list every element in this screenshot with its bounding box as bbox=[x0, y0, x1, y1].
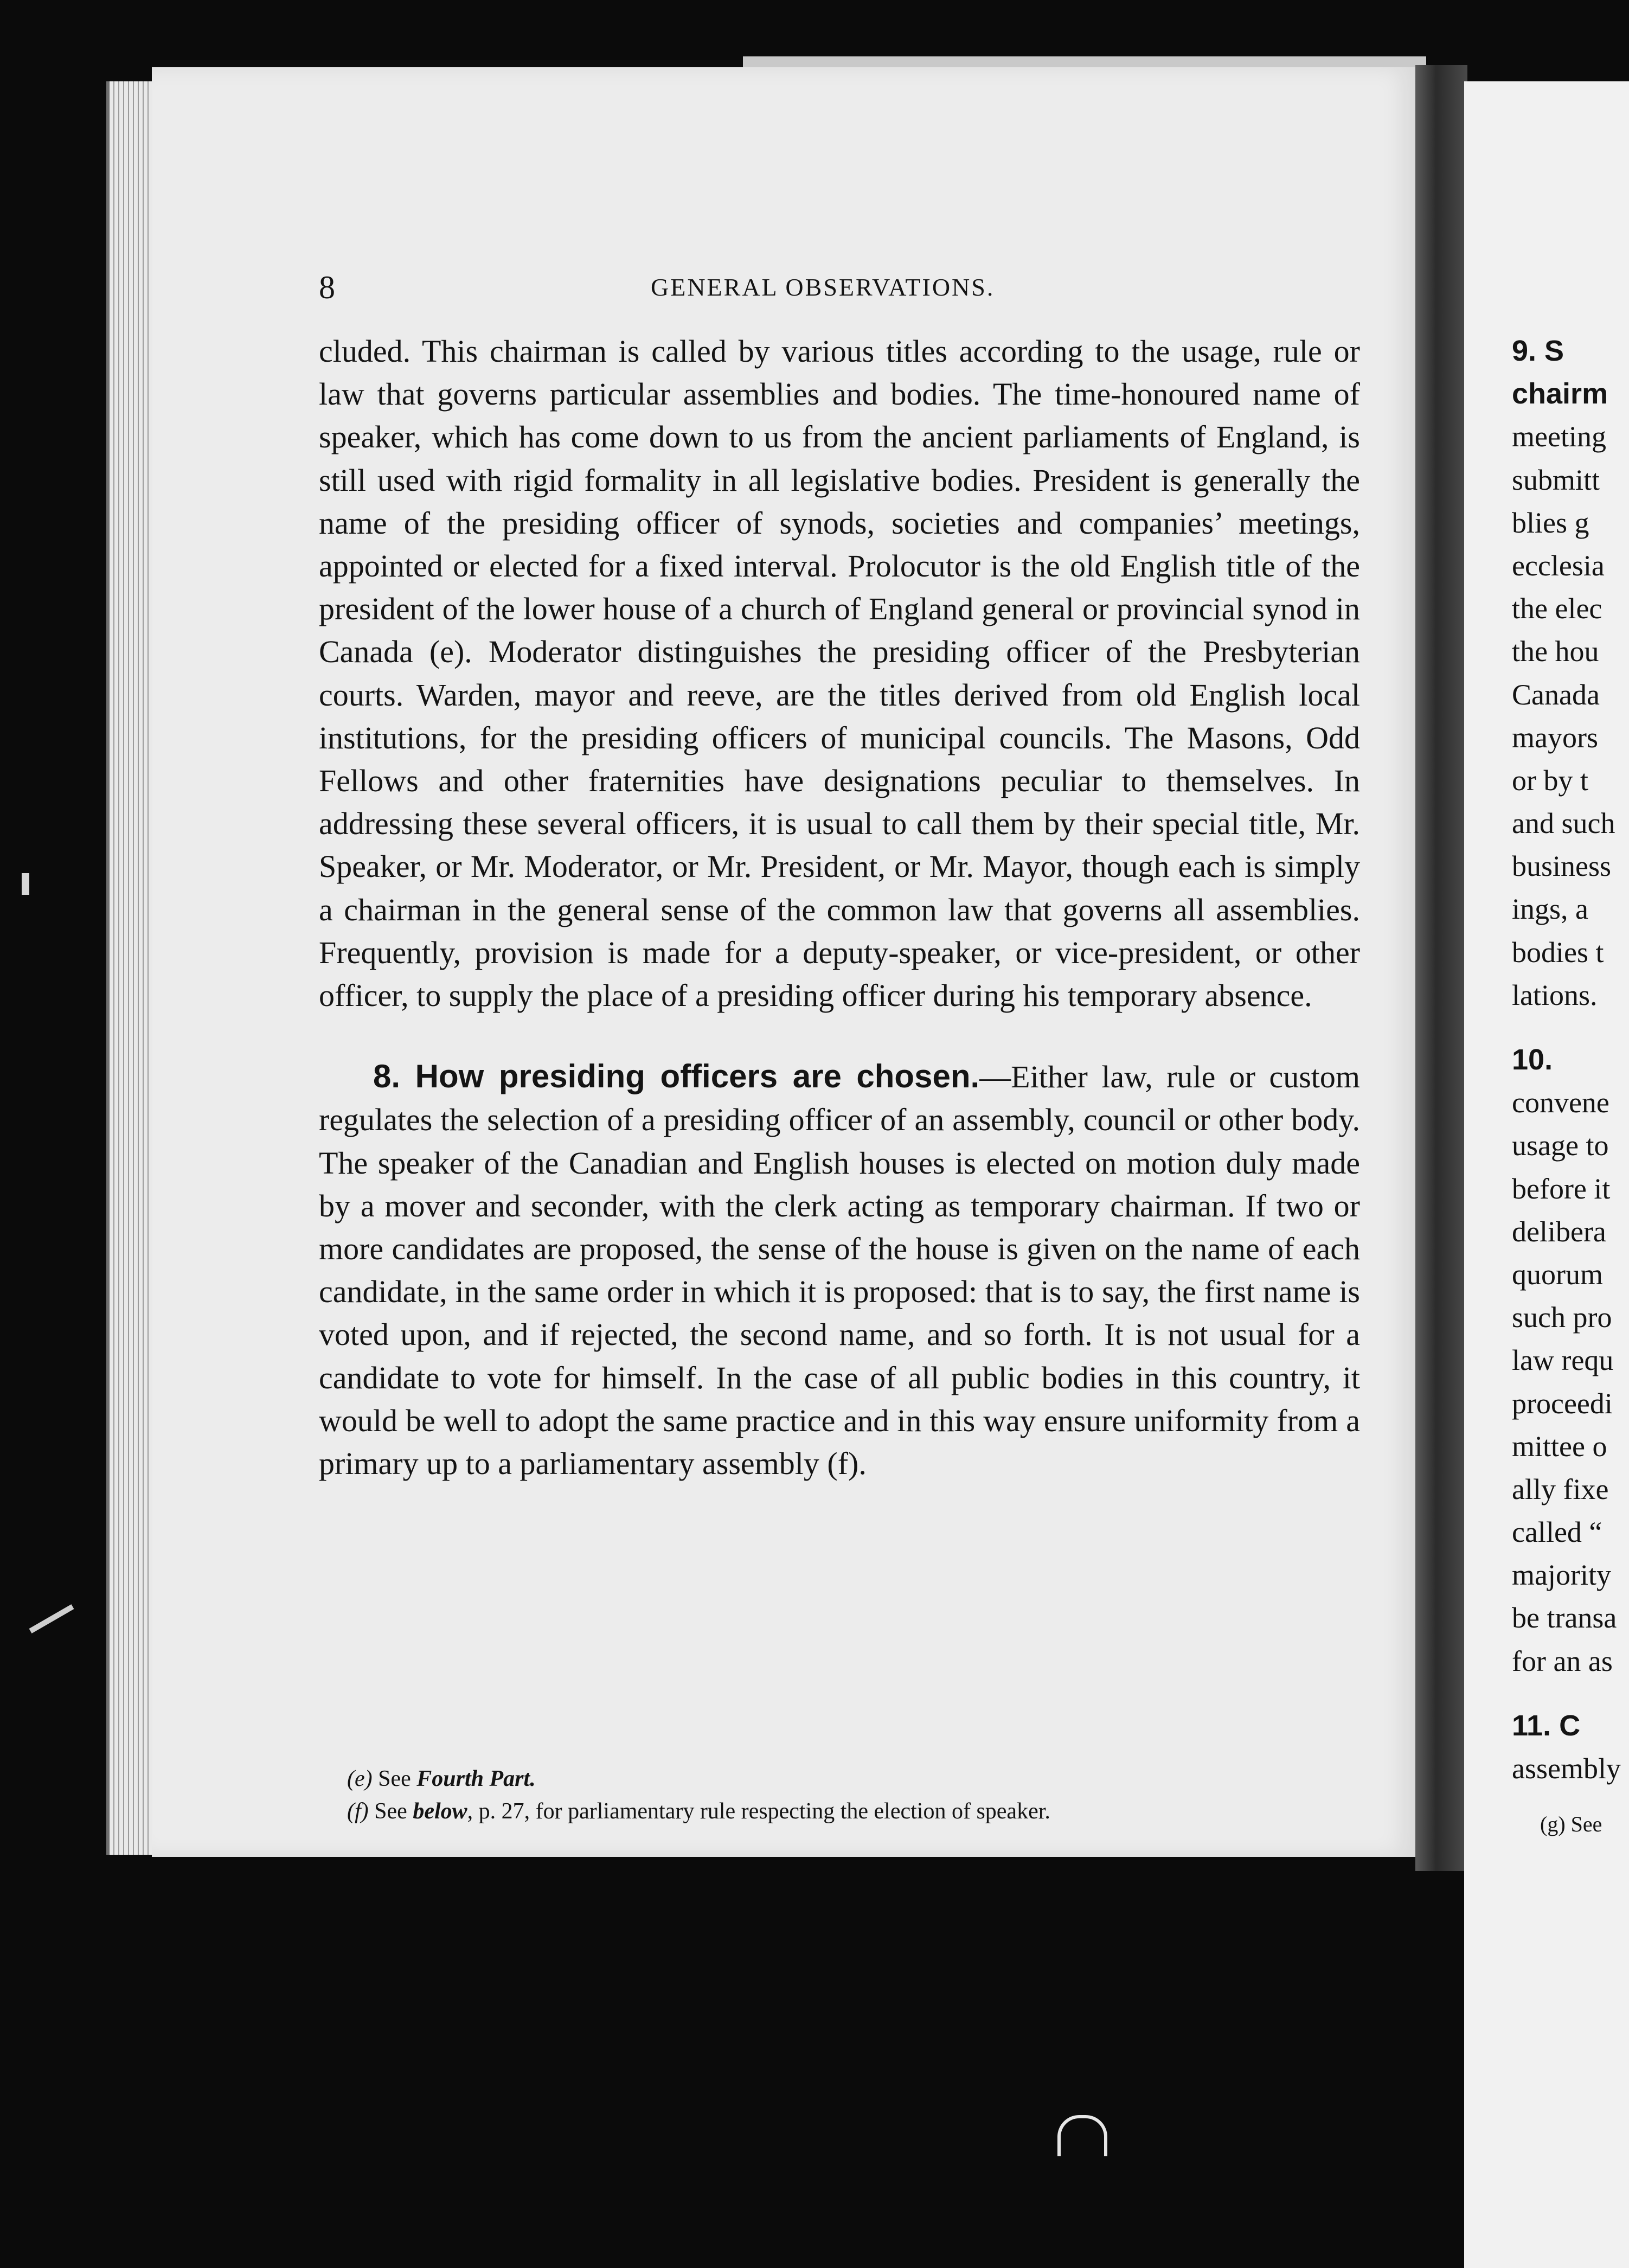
footnote-prefix: See bbox=[374, 1799, 413, 1824]
footnote-suffix: , p. 27, for parliamentary rule respecting the election of speaker. bbox=[467, 1799, 1050, 1824]
right-line: mittee o bbox=[1512, 1430, 1607, 1463]
section-8-text: —Either law, rule or custom regulates the selection of a presiding officer of an assembly, council or other body. The speaker of the Canadian and English houses is elected on motion duly made by a mover and seconder, with the clerk acting as temporary chairman. If two or more candidates are proposed, the sense of the house is given on the name of each candidate, in the same order in which it is proposed: that is to say, the first name is voted upon, and if rejected, the second name, and so forth. It is not usual for a candidate to vote for himself. In the case of all public bodies in this country, it would be well to adopt the same practice and in this way ensure uniformity from a primary up to a parliamentary assembly (f). bbox=[319, 1059, 1360, 1482]
right-line: mayors bbox=[1512, 721, 1598, 754]
paragraph-continued: cluded. This chairman is called by various titles according to the usage, rule or law that governs particular assemblies and bodies. The time-honoured name of speaker, which has come down to us from the ancient parliaments of England, is still used with rigid formality in all legislative bodies. President is generally the name of the presiding officer of synods, societies and companies’ meetings, appointed or elected for a fixed interval. Prolocutor is the old English title of the president of the lower house of a church of England general or provincial synod in Canada (e). Moderator distinguishes the presiding officer of the Presbyterian courts. Warden, mayor and reeve, are the titles derived from old English local institutions, for the presiding officers of municipal councils. The Masons, Odd Fellows and other fraternities have designations peculiar to themselves. In addressing these several officers, it is usual to call them by their special title, Mr. Speaker, or Mr. Moderator, or Mr. President, or Mr. Mayor, though each is simply a chairman in the general sense of the common law that governs all assemblies. Frequently, provision is made for a deputy-speaker, or vice-president, or other officer, to supply the place of a presiding officer during his temporary absence. bbox=[319, 334, 1360, 1014]
scan-speck bbox=[29, 1604, 74, 1633]
left-page-body bbox=[319, 330, 1360, 1485]
right-line: blies g bbox=[1512, 506, 1589, 539]
right-line: be transa bbox=[1512, 1601, 1617, 1635]
right-page-footnote: (g) See bbox=[1540, 1812, 1602, 1836]
right-line: or by t bbox=[1512, 764, 1588, 797]
right-line: and such bbox=[1512, 807, 1615, 840]
footnotes bbox=[347, 1763, 1367, 1828]
right-line: the hou bbox=[1512, 635, 1599, 668]
scan-speck bbox=[1057, 2115, 1107, 2156]
scan-speck bbox=[22, 873, 29, 895]
right-page-fragment bbox=[1512, 330, 1629, 1790]
running-title: GENERAL OBSERVATIONS. bbox=[651, 273, 995, 301]
right-line: usage to bbox=[1512, 1129, 1609, 1162]
right-gap bbox=[1512, 1683, 1629, 1705]
right-line: majority bbox=[1512, 1559, 1611, 1592]
right-line: bodies t bbox=[1512, 936, 1604, 969]
section-8-heading: 8. How presiding officers are chosen. bbox=[373, 1058, 980, 1095]
right-line: such pro bbox=[1512, 1301, 1612, 1334]
footnote-mark: (e) bbox=[347, 1766, 373, 1791]
page-number: 8 bbox=[319, 270, 335, 305]
right-line: chairm bbox=[1512, 377, 1608, 411]
right-line: lations. bbox=[1512, 978, 1598, 1011]
right-line: law requ bbox=[1512, 1344, 1614, 1377]
right-line: delibera bbox=[1512, 1215, 1606, 1248]
right-line: Canada bbox=[1512, 678, 1600, 711]
right-line: business bbox=[1512, 850, 1612, 883]
book-gutter bbox=[1415, 65, 1467, 1871]
footnote-reference: below bbox=[413, 1799, 467, 1824]
section-8-paragraph bbox=[319, 1055, 1360, 1485]
right-line: called “ bbox=[1512, 1516, 1602, 1549]
right-line: before it bbox=[1512, 1172, 1611, 1205]
right-line: meeting bbox=[1512, 420, 1606, 453]
right-line: submitt bbox=[1512, 463, 1600, 496]
right-line: proceedi bbox=[1512, 1387, 1613, 1420]
right-line: ings, a bbox=[1512, 893, 1588, 926]
footnote-e bbox=[347, 1763, 1367, 1795]
right-line: 10. bbox=[1512, 1043, 1553, 1076]
right-line: convene bbox=[1512, 1086, 1609, 1119]
footnote-reference: Fourth Part. bbox=[416, 1766, 536, 1791]
right-line: ecclesia bbox=[1512, 549, 1605, 582]
right-line: quorum bbox=[1512, 1258, 1603, 1291]
book-top-edge bbox=[743, 56, 1426, 68]
right-gap bbox=[1512, 1017, 1629, 1039]
footnote-mark: (f) bbox=[347, 1799, 369, 1824]
right-line: the elec bbox=[1512, 592, 1602, 625]
right-line: for an as bbox=[1512, 1644, 1613, 1677]
right-line: 11. C bbox=[1512, 1709, 1581, 1742]
footnote-prefix: See bbox=[378, 1766, 417, 1791]
right-line: 9. S bbox=[1512, 335, 1564, 367]
footnote-f bbox=[347, 1795, 1367, 1828]
right-line: assembly bbox=[1512, 1752, 1621, 1785]
right-line: ally fixe bbox=[1512, 1472, 1609, 1505]
